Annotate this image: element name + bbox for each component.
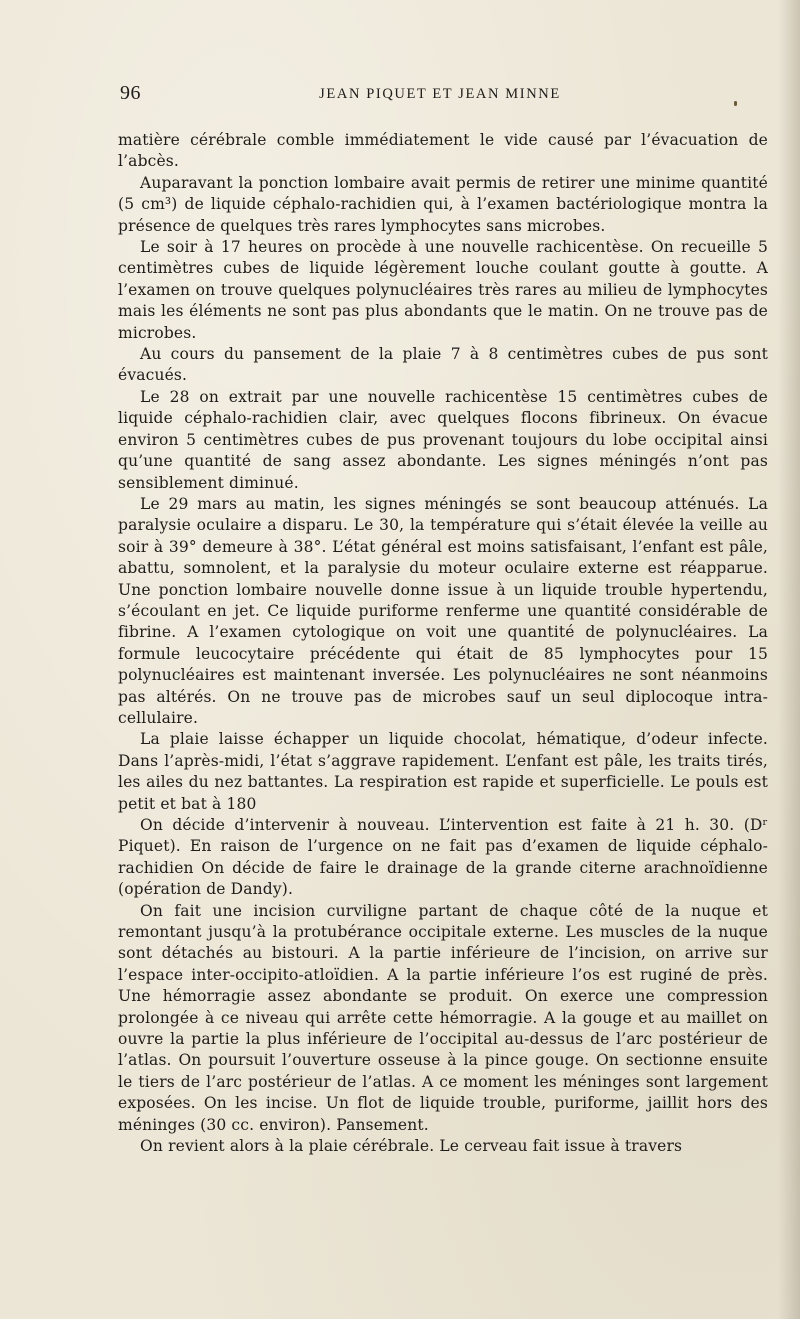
paragraph-10: On revient alors à la plaie cérébrale. Le cerveau fait issue à travers — [140, 1137, 683, 1156]
page-header — [120, 82, 760, 110]
running-title: JEAN PIQUET ET JEAN MINNE — [319, 86, 561, 102]
body-text — [118, 130, 768, 1158]
paragraph-3: Le soir à 17 heures on procède à une nouvelle rachicentèse. On recueille 5 centimètres cubes de liquide légèrement louche coulant goutte à goutte. A l’examen on trouve quelques polynucléaires très rares au milieu de lymphocytes mais les éléments ne sont pas plus abondants que le matin. On ne trouve pas de microbes. — [118, 238, 768, 342]
paragraph-1: matière cérébrale comble immédiatement le vide causé par l’évacuation de l’abcès. — [118, 131, 768, 171]
paragraph-7: La plaie laisse échapper un liquide chocolat, hématique, d’odeur infecte. Dans l’après-midi, l’état s’aggrave rapidement. L’enfant est pâle, les traits tirés, les ailes du nez battantes. La respiration est rapide et superficielle. Le pouls est petit et bat à 180 — [118, 730, 768, 813]
ink-speck — [734, 101, 737, 106]
page-number: 96 — [120, 82, 141, 104]
page-edge-shadow — [778, 0, 800, 1319]
paragraph-5: Le 28 on extrait par une nouvelle rachicentèse 15 centimètres cubes de liquide céphalo-rachidien clair, avec quelques flocons fibrineux. On évacue environ 5 centimètres cubes de pus provenant toujours du lobe occipital ainsi qu’une quantité de sang assez abondante. Les signes méningés n’ont pas sensiblement diminué. — [118, 387, 768, 492]
paragraph-8: On décide d’intervenir à nouveau. L’intervention est faite à 21 h. 30. (Dʳ Piquet). En raison de l’urgence on ne fait pas d’examen de liquide céphalo-rachidien On décide de faire le drainage de la grande citerne arachnoïdienne (opération de Dandy). — [118, 816, 768, 899]
paragraph-6: Le 29 mars au matin, les signes méningés se sont beaucoup atténués. La paralysie oculaire a disparu. Le 30, la température qui s’était élevée la veille au soir à 39° demeure à 38°. L’état général est moins satisfaisant, l’enfant est pâle, abattu, somnolent, et la paralysie du moteur oculaire externe est réapparue. Une ponction lombaire nouvelle donne issue à un liquide trouble hypertendu, s’écoulant en jet. Ce liquide puriforme renferme une quantité considérable de fibrine. A l’examen cytologique on voit une quantité de polynucléaires. La formule leucocytaire précédente qui était de 85 lymphocytes pour 15 polynucléaires est maintenant inversée. Les polynucléaires ne sont néanmoins pas altérés. On ne trouve pas de microbes sauf un seul diplocoque intra-cellulaire. — [118, 494, 768, 727]
paragraph-2: Auparavant la ponction lombaire avait permis de retirer une minime quantité (5 cm³) de liquide céphalo-rachidien qui, à l’examen bactériologique montra la présence de quelques très rares lymphocytes sans microbes. — [118, 173, 768, 235]
paragraph-9: On fait une incision curviligne partant de chaque côté de la nuque et remontant jusqu’à la protubérance occipitale externe. Les muscles de la nuque sont détachés au bistouri. A la partie inférieure de l’incision, on arrive sur l’espace inter-occipito-atloïdien. A la partie inférieure l’os est ruginé de près. Une hémorragie assez abondante se produit. On exerce une compression prolongée à ce niveau qui arrête cette hémorragie. A la gouge et au maillet on ouvre la partie la plus inférieure de l’occipital au-dessus de l’arc postérieur de l’atlas. On poursuit l’ouverture osseuse à la pince gouge. On sectionne ensuite le tiers de l’arc postérieur de l’atlas. A ce moment les méninges sont largement exposées. On les incise. Un flot de liquide trouble, puriforme, jaillit hors des méninges (30 cc. environ). Pansement. — [118, 901, 768, 1134]
paragraph-4: Au cours du pansement de la plaie 7 à 8 centimètres cubes de pus sont évacués. — [118, 345, 768, 385]
